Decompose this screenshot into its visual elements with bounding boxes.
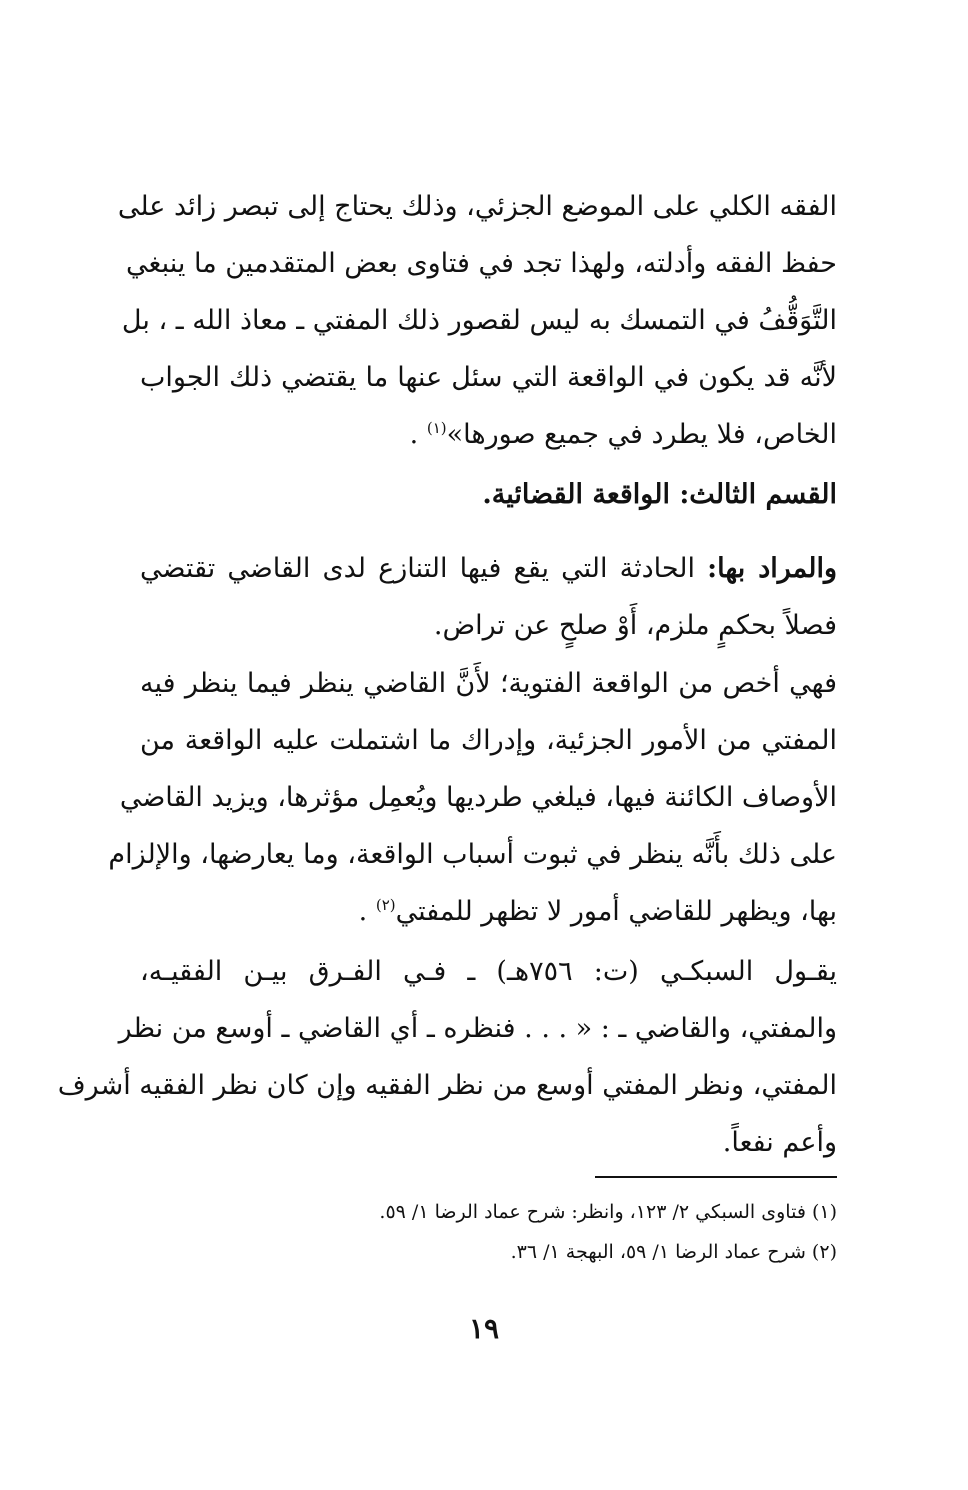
paragraph-subki-quote — [57, 943, 838, 1171]
text-line: والمفتي، والقاضي ـ : « . . . فنظره ـ أي القاضي ـ أوسع من نظر — [118, 1013, 837, 1044]
text-line — [140, 406, 837, 463]
text-line: يقـول السبكـي (ت: ٧٥٦هـ) ـ فـي الفـرق بيـن الفقيـه، — [140, 956, 838, 987]
text-segment: الحادثة التي يقع فيها التنازع لدى القاضي تقتضي — [140, 553, 708, 584]
text-line: التَّوَقُّفُ في التمسك به ليس لقصور ذلك المفتي ـ معاذ الله ـ ، بل — [121, 305, 837, 336]
text-line: الأوصاف الكائنة فيها، فيلغي طرديها ويُعمِل مؤثرها، ويزيد القاضي — [119, 782, 837, 813]
text-line: المفتي، ونظر المفتي أوسع من نظر الفقيه وإن كان نظر الفقيه أشرف — [57, 1070, 837, 1101]
text-line: فصلاً بحكمٍ ملزم، أَوْ صلحٍ عن تراض. — [433, 610, 837, 641]
paragraph-comparison — [108, 655, 838, 940]
footnote-1: (١) فتاوى السبكي ٢/ ١٢٣، وانظر: شرح عماد الرضا ١/ ٥٩. — [379, 1201, 837, 1223]
footnote-2: (٢) شرح عماد الرضا ١/ ٥٩، البهجة ١/ ٣٦. — [510, 1241, 837, 1263]
heading-text: القسم الثالث: الواقعة القضائية. — [482, 479, 837, 510]
text-segment: الخاص، فلا يطرد في جميع صورها» — [446, 419, 837, 450]
paragraph-definition — [140, 540, 837, 654]
text-line: وأعم نفعاً. — [722, 1127, 837, 1158]
text-line — [140, 540, 837, 597]
footnote-marker: (٢) — [375, 896, 396, 914]
text-line — [140, 883, 837, 940]
text-segment: . — [358, 896, 376, 927]
footnote-separator — [595, 1176, 837, 1178]
text-line: المفتي من الأمور الجزئية، وإدراك ما اشتملت عليه الواقعة من — [140, 725, 838, 756]
section-heading — [140, 466, 837, 523]
text-line: لأنَّه قد يكون في الواقعة التي سئل عنها ما يقتضي ذلك الجواب — [140, 362, 837, 393]
page-number: ١٩ — [468, 1312, 500, 1345]
paragraph-fatwa-continuation — [117, 178, 837, 463]
text-line: فهي أخص من الواقعة الفتوية؛ لأَنَّ القاضي ينظر فيما ينظر فيه — [140, 668, 837, 699]
footnote-marker: (١) — [426, 419, 447, 437]
text-segment: بها، ويظهر للقاضي أمور لا تظهر للمفتي — [395, 896, 837, 927]
text-line: الفقه الكلي على الموضع الجزئي، وذلك يحتاج إلى تبصر زائد على — [117, 191, 837, 222]
text-line: حفظ الفقه وأدلته، ولهذا تجد في فتاوى بعض المتقدمين ما ينبغي — [126, 248, 837, 279]
footnotes — [140, 1192, 837, 1272]
text-line: على ذلك بأَنَّه ينظر في ثبوت أسباب الواقعة، وما يعارضها، والإلزام — [108, 839, 837, 870]
definition-lead: والمراد بها: — [707, 553, 838, 584]
text-segment: . — [409, 419, 427, 450]
